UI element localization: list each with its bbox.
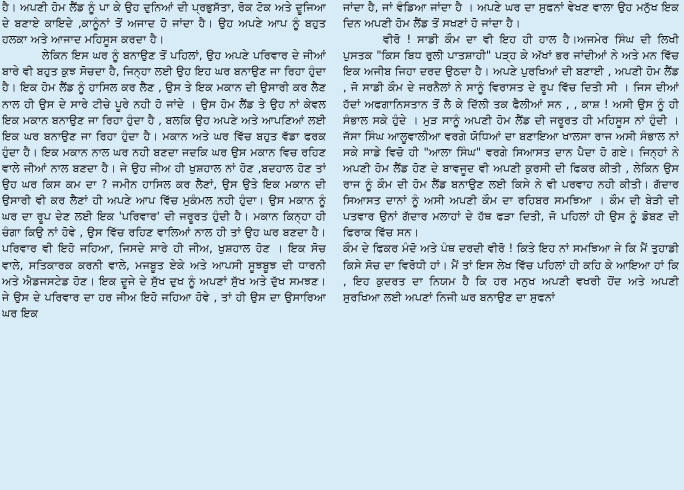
left-paragraph-2: ਲੇਕਿਨ ਇਸ ਘਰ ਨੂੰ ਬਨਾਉਣ ਤੋਂ ਪਹਿਲਾਂ, ਉਹ ਅਪਣੇ ਪਰਿਵਾਰ ਦੇ ਜੀਆਂ ਬਾਰੇ ਵੀ ਬਹੁਤ ਕੁਝ ਸੋਚਦਾ ਹੈ, ਜਿਨ੍ਹਾ ਲਈ ਉਹ ਇਹ ਘਰ ਬਨਾਉਣ ਜਾ ਰਿਹਾ ਹੁੰਦਾ ਹੈ। ਇਕ ਹੋਮ ਲੈਂਡ ਨੂੰ ਹਾਸਿਲ ਕਰ ਲੈਣ , ਉਸ ਤੇ ਇਕ ਮਕਾਨ ਦੀ ਉਸਾਰੀ ਕਰ ਲੈਣ ਨਾਲ ਹੀ ਉਸ ਦੇ ਸਾਰੇ ਟੀਚੇ ਪੂਰੇ ਨਹੀ ਹੋ ਜਾਂਦੇ । ਉਸ ਹੋਮ ਲੈਂਡ ਤੇ ਉਹ ਨਾਂ ਕੇਵਲ ਇਕ ਮਕਾਨ ਬਨਾਉਣ ਜਾ ਰਿਹਾ ਹੁੰਦਾ ਹੈ , ਬਲਕਿ ਉਹ ਅਪਣੇ ਅਤੇ ਆਪਣਿਆਂ ਲਈ ਇਕ ਘਰ ਬਨਾਉਣ ਜਾ ਰਿਹਾ ਹੁੰਦਾ ਹੈ। ਮਕਾਨ ਅਤੇ ਘਰ ਵਿੱਚ ਬਹੁਤ ਵੱਡਾ ਫਰਕ ਹੁੰਦਾ ਹੈ। ਇਕ ਮਕਾਨ ਨਾਲ ਘਰ ਨਹੀ ਬਣਦਾ ਜਦਕਿ ਘਰ ਉਸ ਮਕਾਨ ਵਿਚ ਰਹਿਣ ਵਾਲੇ ਜੀਆਂ ਨਾਲ ਬਣਦਾ ਹੈ। ਜੇ ਉਹ ਜੀਅ ਹੀ ਖੁਸ਼ਹਾਲ ਨਾਂ ਹੋਣ ,ਬਦਹਾਲ ਹੋਣ ਤਾਂ ਉਹ ਘਰ ਕਿਸ ਕਮ ਦਾ ? ਜਮੀਨ ਹਾਸਿਲ ਕਰ ਲੈਣਾਂ, ਉਸ ਉਤੇ ਇਕ ਮਕਾਨ ਦੀ ਉਸਾਰੀ ਵੀ ਕਰ ਲੈਣਾਂ ਹੀ ਅਪਣੇ ਆਪ ਵਿੱਚ ਮੁਕੰਮਲ ਨਹੀ ਹੁੰਦਾ। ਉਸ ਮਕਾਨ ਨੂੰ ਘਰ ਦਾ ਰੂਪ ਦੇਣ ਲਈ ਇਕ 'ਪਰਿਵਾਰ' ਦੀ ਜਰੂਰਤ ਹੁੰਦੀ ਹੈ। ਮਕਾਨ ਕਿਨ੍ਹਾ ਹੀ ਚੰਗਾ ਕਿਉ ਨਾਂ ਹੋਵੇ , ਉਸ ਵਿੱਚ ਰਹਿਣ ਵਾਲਿਆਂ ਨਾਲ ਹੀ ਤਾਂ ਉਹ ਘਰ ਬਣਦਾ ਹੈ। ਪਰਿਵਾਰ ਵੀ ਇਹੋ ਜਹਿਆ, ਜਿਸਦੇ ਸਾਰੇ ਹੀ ਜੀਅ, ਖੁਸ਼ਹਾਲ ਹੋਣ । ਇਕ ਸੋਚ ਵਾਲੇ, ਸਤਿਕਾਰਕ ਕਰਨੀ ਵਾਲੇ, ਮਜਬੂਤ ਏਕੇ ਅਤੇ ਆਪਸੀ ਸੂਝਬੂਝ ਦੀ ਧਾਰਨੀ ਅਤੇ ਐਡਜਸਟੇਡ ਹੋਣ। ਇਕ ਦੂਜੇ ਦੇ ਸੁੱਖ ਦੁਖ ਨੂੰ ਅਪਣਾਂ ਸੁੱਖ ਅਤੇ ਦੁੱਖ ਸਮਝਣ। ਜੇ ਉਸ ਦੇ ਪਰਿਵਾਰ ਦਾ ਹਰ ਜੀਅ ਇਹੋ ਜਹਿਆ ਹੋਵੇ , ਤਾਂ ਹੀ ਉਸ ਦਾ ਉਸਾਰਿਆ ਘਰ ਇਕ <box>2 49 326 320</box>
column-gutter <box>330 0 339 490</box>
article-left-column <box>2 0 326 490</box>
right-paragraph-1: ਜਾਂਦਾ ਹੈ, ਜਾਂ ਵੰਡਿਆ ਜਾਂਦਾ ਹੈ । ਅਪਣੇ ਘਰ ਦਾ ਸੁਫਨਾਂ ਵੇਖਣ ਵਾਲਾ ਉਹ ਮਨੁੱਖ ਇਕ ਦਿਨ ਅਪਣੀ ਹੋਮ ਲੈਂਡ ਤੋਂ ਸਖਣਾਂ ਹੋ ਜਾਂਦਾ ਹੈ। <box>343 1 679 31</box>
left-paragraph-1: ਹੈ। ਅਪਣੀ ਹੋਮ ਲੈਂਡ ਨੂੰ ਪਾ ਕੇ ਉਹ ਦੁਨਿਆਂ ਦੀ ਪ੍ਰਭੁਸੱਤਾ, ਰੋਕ ਟੋਕ ਅਤੇ ਦੂਜਿਆ ਦੇ ਬਣਾਏ ਕਾਇਦੇ ,ਕਾਨੂੰਨਾਂ ਤੋਂ ਅਜਾਦ ਹੋ ਜਾਂਦਾ ਹੈ। ਉਹ ਅਪਣੇ ਆਪ ਨੂੰ ਬਹੁਤ ਹਲਕਾ ਅਤੇ ਆਜਾਦ ਮਹਿਸੂਸ ਕਰਦਾ ਹੈ। <box>2 1 326 47</box>
article-right-column <box>343 0 679 490</box>
right-paragraph-2: ਵੀਰੋ ! ਸਾਡੀ ਕੌਮ ਦਾ ਵੀ ਇਹ ਹੀ ਹਾਲ ਹੈ।ਅਜਮੇਰ ਸਿੰਘ ਦੀ ਲਿਖੀ ਪੁਸਤਕ "ਕਿਸ ਬਿਧ ਰੁਲੀ ਪਾਤਸ਼ਾਹੀ" ਪੜ੍ਹ ਕੇ ਅੱਖਾਂ ਭਰ ਜਾਂਦੀਆਂ ਨੇ ਅਤੇ ਮਨ ਵਿੱਚ ਇਕ ਅਜੀਬ ਜਿਹਾ ਦਰਦ ਉਠਦਾ ਹੈ। ਅਪਣੇ ਪੁਰਖਿਆਂ ਦੀ ਬਣਾਈ , ਅਪਣੀ ਹੋਮ ਲੈਂਡ , ਜੋ ਸਾਡੀ ਕੌਮ ਦੇ ਜਰਨੈਲਾਂ ਨੇ ਸਾਨੂੰ ਵਿਰਾਸਤ ਦੇ ਰੂਪ ਵਿੱਚ ਦਿਤੀ ਸੀ । ਜਿਸ ਦੀਆਂ ਹੱਦਾਂ ਅਫਗਾਨਿਸਤਾਨ ਤੋਂ ਲੈ ਕੇ ਦਿੱਲੀ ਤਕ ਫੈਲੀਆਂ ਸਨ , , ਕਾਸ਼ ! ਅਸੀ ਉਸ ਨੂੰ ਹੀ ਸੰਭਾਲ ਸਕੇ ਹੁੰਦੇ । ਮੁੜ ਸਾਨੂੰ ਅਪਣੀ ਹੋਮ ਲੈਂਡ ਦੀ ਜਰੂਰਤ ਹੀ ਮਹਿਸੂਸ ਨਾਂ ਹੁੰਦੀ । ਜੱਸਾ ਸਿੰਘ ਆਲੂਵਾਲੀਆ ਵਰਗੇ ਯੋਧਿਆਂ ਦਾ ਬਣਾਇਆ ਖਾਲਸਾ ਰਾਜ ਅਸੀ ਸੰਭਾਲ ਨਾਂ ਸਕੇ ਸਾਡੇ ਵਿਚੋ ਹੀ "ਆਲਾ ਸਿੰਘ" ਵਰਗੇ ਸਿਆਸਤ ਦਾਨ ਪੈਦਾ ਹੋ ਗਏ। ਜਿਨ੍ਹਾਂ ਨੇ ਅਪਣੀ ਹੋਮ ਲੈਂਡ ਹੋਣ ਦੇ ਬਾਵਜੂਦ ਵੀ ਅਪਣੀ ਕੁਰਸੀ ਦੀ ਫਿਕਰ ਕੀਤੀ , ਲੇਕਿਨ ਉਸ ਰਾਜ ਨੂੰ ਕੌਮ ਦੀ ਹੋਮ ਲੈਂਡ ਬਨਾਉਣ ਲਈ ਕਿਸੇ ਨੇ ਵੀ ਪਰਵਾਹ ਨਹੀ ਕੀਤੀ। ਗੱਦਾਰ ਸਿਆਸਤ ਦਾਨਾਂ ਨੂੰ ਅਸੀ ਅਪਣੀ ਕੌਮ ਦਾ ਰਹਿਬਰ ਸਮਝਿਆ । ਕੌਮ ਦੀ ਬੇੜੀ ਦੀ ਪਤਵਾਰ ਉਨਾਂ ਗੱਦਾਰ ਮਲਾਹਾਂ ਦੇ ਹੱਥ ਫੜਾ ਦਿਤੀ, ਜੋ ਪਹਿਲਾਂ ਹੀ ਉਸ ਨੂੰ ਡੋਬਣ ਦੀ ਫਿਰਾਕ ਵਿੱਚ ਸਨ। <box>343 33 679 240</box>
right-paragraph-3: ਕੌਮ ਦੇ ਫਿਕਰ ਮੰਦੋ ਅਤੇ ਪੰਥ ਦਰਦੀ ਵੀਰੋ ! ਕਿਤੇ ਇਹ ਨਾਂ ਸਮਝਿਆ ਜੇ ਕਿ ਮੈਂ ਤੁਹਾਡੀ ਕਿਸੇ ਸੋਚ ਦਾ ਵਿਰੋਧੀ ਹਾਂ। ਮੈਂ ਤਾਂ ਇਸ ਲੇਖ ਵਿੱਚ ਪਹਿਲਾਂ ਹੀ ਕਹਿ ਕੇ ਆਇਆ ਹਾਂ ਕਿ , ਇਹ ਕੁਦਰਤ ਦਾ ਨਿਯਮ ਹੈ ਕਿ ਹਰ ਮਨੁਖ ਅਪਣੀ ਵਖਰੀ ਹੋਂਦ ਅਤੇ ਅਪਣੀ ਸੁਰਖਿਆ ਲਈ ਅਪਣਾਂ ਨਿਜੀ ਘਰ ਬਨਾਉਣ ਦਾ ਸੁਫਨਾਂ <box>343 242 679 304</box>
